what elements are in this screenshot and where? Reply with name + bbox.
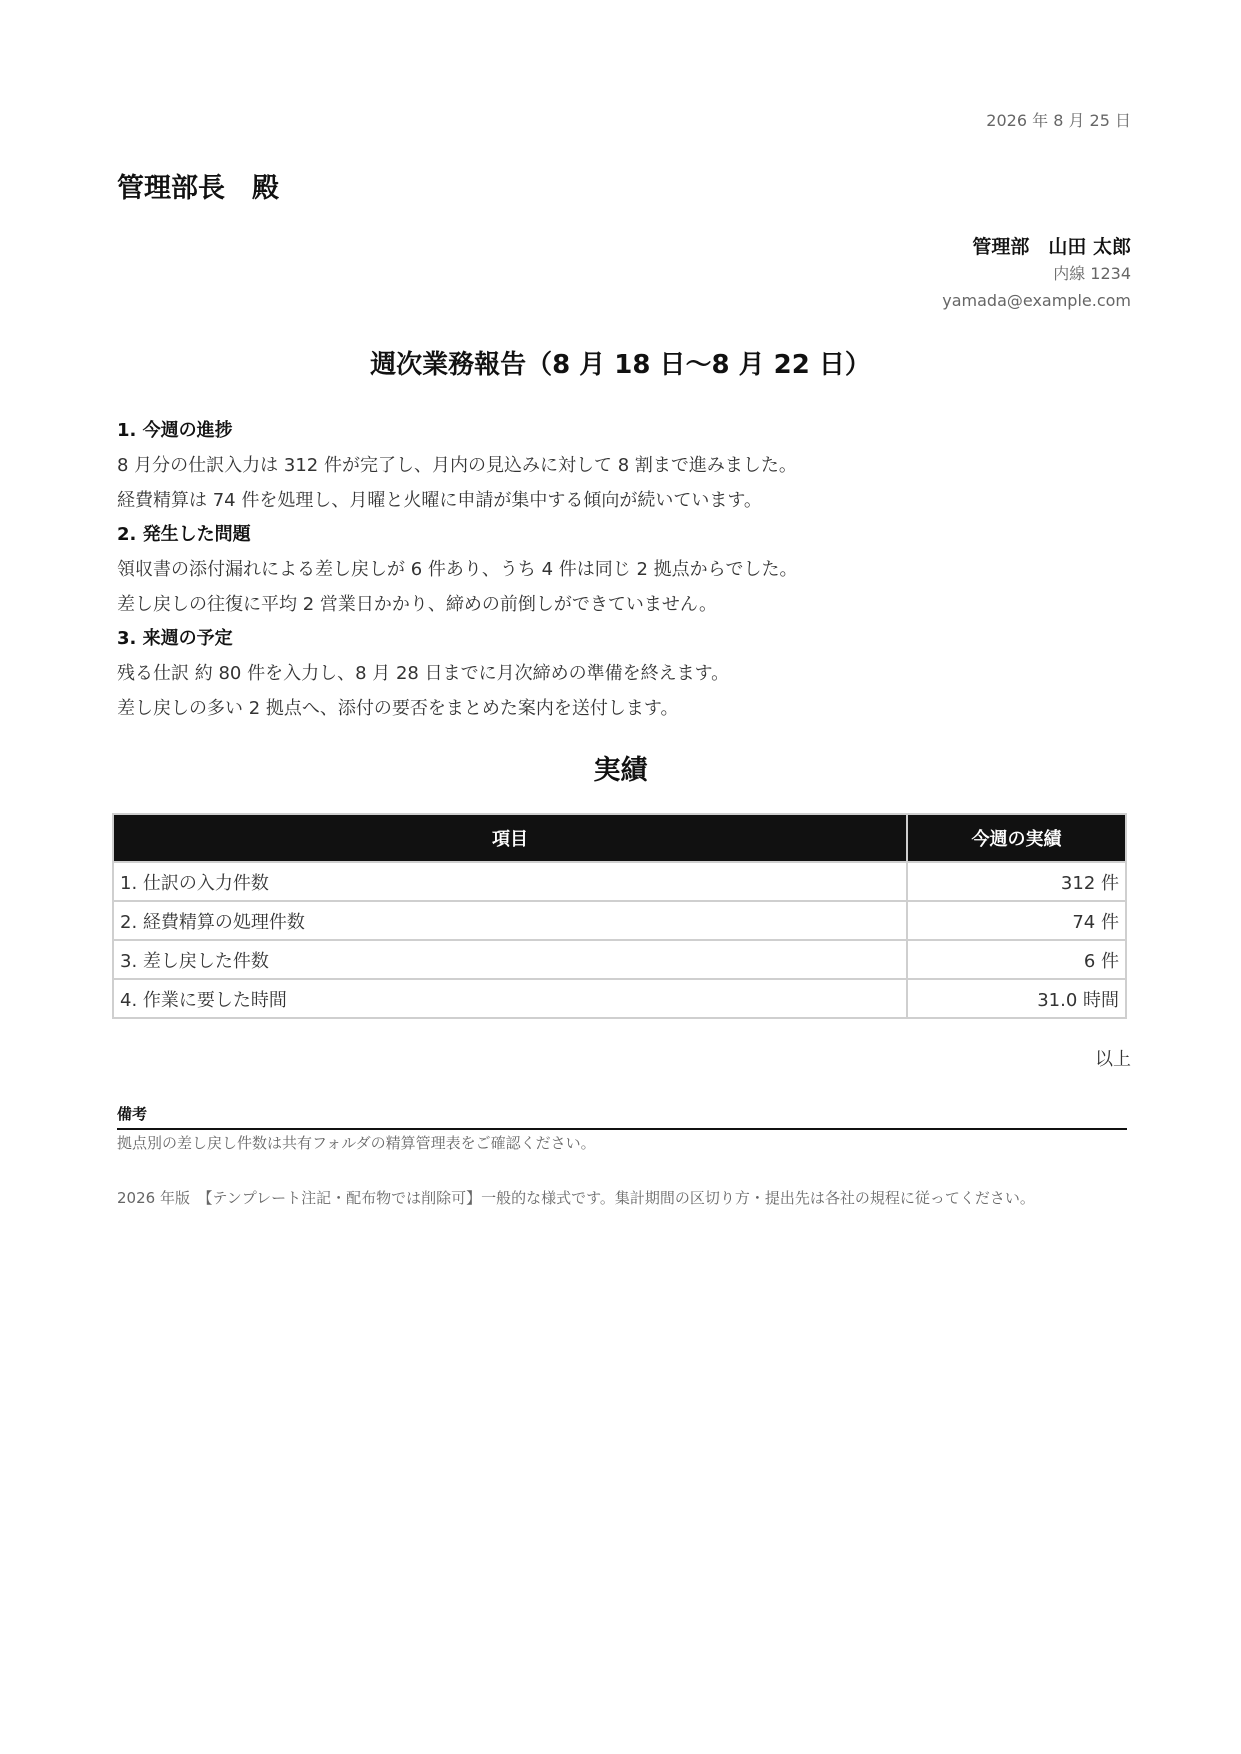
section-line: 差し戻しの多い 2 拠点へ、添付の要否をまとめた案内を送付します。 [117, 698, 679, 719]
template-note: 2026 年版 【テンプレート注記・配布物では削除可】一般的な様式です。集計期間の区切り方・提出先は各社の規程に従ってください。 [117, 1189, 1035, 1207]
table-row [113, 979, 1126, 1018]
table-row [113, 862, 1126, 901]
section-line: 差し戻しの往復に平均 2 営業日かかり、締めの前倒しができていません。 [117, 594, 717, 615]
results-heading: 実績 [593, 755, 648, 786]
section-heading: 2. 発生した問題 [117, 524, 251, 545]
section-line: 領収書の添付漏れによる差し戻しが 6 件あり、うち 4 件は同じ 2 拠点からでした。 [117, 559, 798, 580]
section-line: 残る仕訳 約 80 件を入力し、8 月 28 日までに月次締めの準備を終えます。 [117, 663, 730, 684]
section-line: 8 月分の仕訳入力は 312 件が完了し、月内の見込みに対して 8 割まで進みました。 [117, 455, 797, 476]
section-next-week [117, 622, 1127, 726]
results-table [112, 813, 1127, 1019]
sender-name: 管理部 山田 太郎 [972, 236, 1131, 258]
report-title: 週次業務報告（8 月 18 日〜8 月 22 日） [370, 350, 871, 380]
row-value: 312 件 [907, 862, 1126, 901]
section-issues [117, 518, 1127, 622]
row-item: 4. 作業に要した時間 [113, 979, 907, 1018]
report-body [117, 414, 1127, 726]
row-value: 6 件 [907, 940, 1126, 979]
sender-extension: 内線 1234 [1053, 264, 1131, 283]
remarks-block [117, 1103, 1127, 1154]
row-value: 74 件 [907, 901, 1126, 940]
addressee: 管理部長 殿 [117, 173, 279, 204]
row-value: 31.0 時間 [907, 979, 1126, 1018]
row-item: 1. 仕訳の入力件数 [113, 862, 907, 901]
section-heading: 1. 今週の進捗 [117, 420, 233, 441]
column-header-value: 今週の実績 [907, 814, 1126, 862]
section-progress [117, 414, 1127, 518]
table-row [113, 940, 1126, 979]
section-heading: 3. 来週の予定 [117, 628, 233, 649]
table-row [113, 901, 1126, 940]
remarks-text: 拠点別の差し戻し件数は共有フォルダの精算管理表をご確認ください。 [117, 1134, 596, 1152]
remarks-label: 備考 [117, 1103, 1127, 1130]
closing-text: 以上 [1095, 1049, 1131, 1070]
row-item: 3. 差し戻した件数 [113, 940, 907, 979]
section-line: 経費精算は 74 件を処理し、月曜と火曜に申請が集中する傾向が続いています。 [117, 490, 762, 511]
sender-email: yamada@example.com [942, 291, 1131, 310]
column-header-item: 項目 [113, 814, 907, 862]
sender-block [942, 234, 1131, 314]
report-date: 2026 年 8 月 25 日 [986, 111, 1131, 130]
row-item: 2. 経費精算の処理件数 [113, 901, 907, 940]
table-header-row [113, 814, 1126, 862]
